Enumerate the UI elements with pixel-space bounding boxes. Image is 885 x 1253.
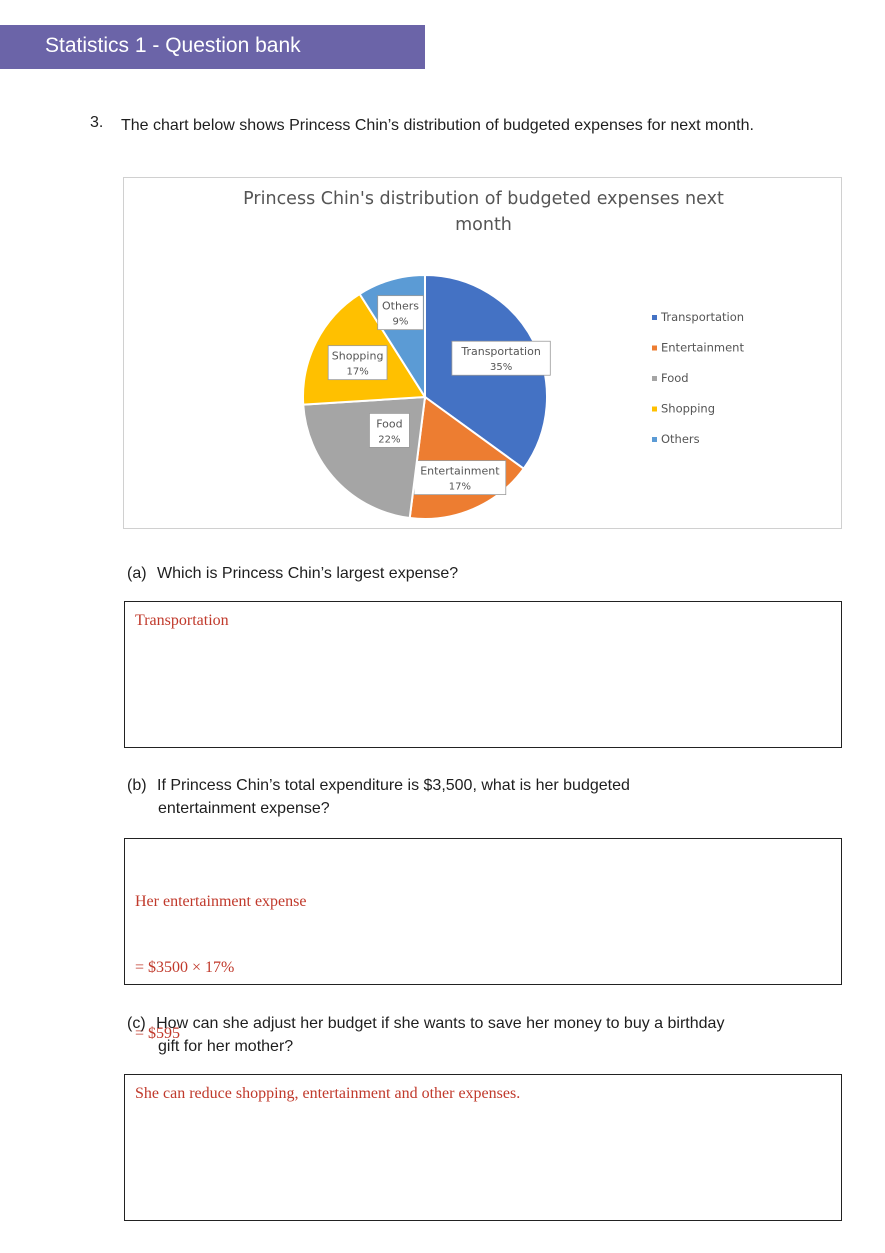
legend-swatch <box>652 407 657 412</box>
chart-title-line1: Princess Chin's distribution of budgeted expenses next <box>243 189 724 209</box>
answer-b-line1: Her entertainment expense <box>135 893 307 910</box>
page-title: Statistics 1 - Question bank <box>45 34 301 57</box>
part-b-text-line1: If Princess Chin’s total expenditure is $3,500, what is her budgeted <box>157 777 630 794</box>
legend-item-food <box>652 371 689 385</box>
legend-item-others <box>652 432 700 446</box>
legend-label: Others <box>661 432 700 446</box>
data-label-value: 17% <box>346 366 369 378</box>
data-label-value: 9% <box>392 316 409 328</box>
data-label-category: Food <box>376 417 403 431</box>
legend-item-shopping <box>652 402 715 416</box>
data-label-value: 17% <box>448 481 472 493</box>
data-label-food <box>369 413 409 447</box>
data-label-shopping <box>328 346 387 380</box>
legend-swatch <box>652 376 657 381</box>
data-label-entertainment <box>414 461 506 495</box>
legend-label: Transportation <box>661 310 745 324</box>
legend-swatch <box>652 315 657 320</box>
data-label-others <box>378 296 424 330</box>
legend-label: Food <box>661 371 689 385</box>
pie-chart <box>124 178 843 530</box>
answer-box-c[interactable] <box>124 1074 842 1221</box>
part-b-question <box>127 774 630 797</box>
part-c-label: (c) <box>127 1015 146 1032</box>
answer-box-a[interactable] <box>124 601 842 748</box>
part-c-question <box>127 1012 724 1035</box>
part-a-question <box>127 562 458 585</box>
data-label-category: Shopping <box>331 349 384 363</box>
part-a-label: (a) <box>127 565 147 582</box>
legend-swatch <box>652 437 657 442</box>
part-b-label: (b) <box>127 777 147 794</box>
legend-item-entertainment <box>652 341 744 355</box>
legend-label: Entertainment <box>661 340 744 355</box>
data-label-category: Others <box>382 299 419 313</box>
chart-frame <box>123 177 842 529</box>
legend-item-transportation <box>652 310 744 324</box>
data-label-value: 35% <box>489 362 513 374</box>
answer-c: She can reduce shopping, entertainment and other expenses. <box>135 1085 521 1102</box>
data-label-transportation <box>452 341 550 375</box>
data-label-category: Entertainment <box>420 464 500 478</box>
part-b-text-line2: entertainment expense? <box>158 800 330 817</box>
answer-b-line3: = $595 <box>135 1025 181 1042</box>
part-c-text-line1: How can she adjust her budget if she wants to save her money to buy a birthday <box>156 1015 725 1032</box>
chart-title-line2: month <box>455 215 512 235</box>
data-label-value: 22% <box>378 434 401 446</box>
question-number: 3. <box>90 114 104 131</box>
answer-b-line2: = $3500 × 17% <box>135 959 235 976</box>
legend-swatch <box>652 346 657 351</box>
answer-a: Transportation <box>135 612 229 629</box>
header-band <box>0 25 425 69</box>
part-c-text-line2: gift for her mother? <box>158 1038 294 1055</box>
data-label-category: Transportation <box>461 345 541 359</box>
legend-label: Shopping <box>661 401 716 416</box>
question-text: The chart below shows Princess Chin’s distribution of budgeted expenses for next month. <box>121 117 754 134</box>
part-a-text: Which is Princess Chin’s largest expense? <box>157 565 459 582</box>
